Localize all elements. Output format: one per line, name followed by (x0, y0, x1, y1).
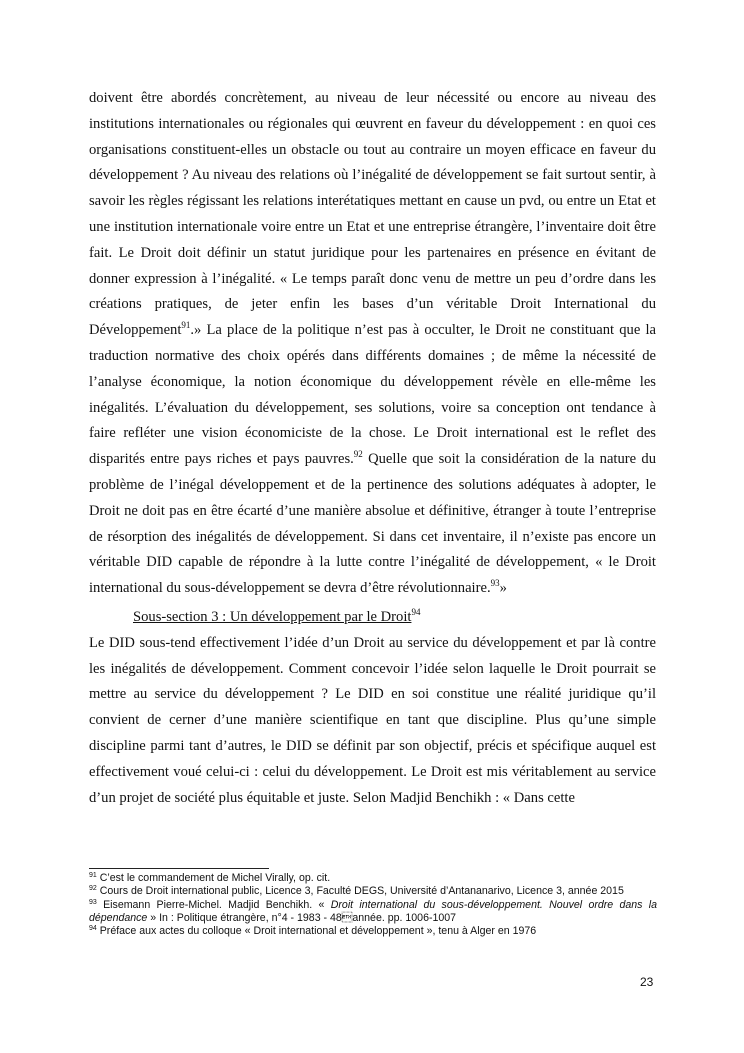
paragraph-1-text-c: Quelle que soit la considération de la nature du problème de l’inégal développement et de la pertinence des solutions adéquates à adopter, le Droit ne doit pas en être écarté d’une manière absolue et définitive, étranger à toute l’entreprise de résorption des inégalités de développement. Si dans cet inventaire, il n’existe pas encore un véritable DID capable de répondre à la lutte contre l’inégalité de développement, « le Droit international du sous-développement se devra d’être révolutionnaire. (89, 451, 656, 597)
footnote-number: 93 (89, 898, 97, 906)
footnote-ref-93[interactable]: 93 (490, 578, 500, 589)
footnote-ref-92[interactable]: 92 (353, 449, 363, 460)
footnote-number: 91 (89, 872, 97, 879)
body-text (89, 86, 656, 811)
section-heading (89, 605, 656, 631)
footnote-ref-94[interactable]: 94 (411, 606, 421, 617)
footnote-93 (89, 899, 657, 926)
footnotes (89, 868, 657, 938)
footnote-number: 92 (89, 885, 97, 893)
footnote-text: Cours de Droit international public, Licence 3, Faculté DEGS, Université d’Antananarivo, Licence 3, année 2015 (96, 885, 624, 898)
footnote-text: Préface aux actes du colloque « Droit international et développement », tenu à Alger en 1976 (96, 925, 537, 938)
footnote-text-post: » In : Politique étrangère, n°4 - 1983 - 48année. pp. 1006-1007 (147, 911, 457, 924)
footnote-92 (89, 885, 657, 898)
footnote-94 (89, 925, 657, 938)
paragraph-2: Le DID sous-tend effectivement l’idée d’un Droit au service du développement et par là contre les inégalités de développement. Comment concevoir l’idée selon laquelle le Droit pourrait se mettre au service du développement ? Le DID en soi constitue une réalité juridique qu’il convient de cerner d’une manière scientifique en tant que discipline. Plus qu’une simple discipline parmi tant d’autres, le DID se définit par son objectif, précis et spécifique auquel est effectivement voué celui-ci : celui du développement. Le Droit est mis véritablement au service d’un projet de société plus équitable et juste. Selon Madjid Benchikh : « Dans cette (89, 634, 656, 806)
footnote-91 (89, 872, 657, 885)
footnote-text: C’est le commandement de Michel Virally, op. cit. (96, 872, 331, 884)
paragraph-1-text-d: » (499, 580, 507, 597)
paragraph-1 (89, 86, 656, 602)
footnote-separator (89, 868, 269, 869)
paragraph-1-text-b: .» La place de la politique n’est pas à occulter, le Droit ne constituant que la traduction normative des choix opérés dans différents domaines ; de même la nécessité de l’analyse économique, la notion économique du développement révèle en elle-même les inégalités. L’évaluation du développement, ses solutions, voire sa conception ont tendance à faire refléter une vision économiciste de la chose. Le Droit international est le reflet des disparités entre pays riches et pays pauvres. (89, 322, 656, 468)
footnote-text-pre: Eisemann Pierre-Michel. Madjid Benchikh. « (96, 898, 331, 911)
paragraph-1-text-a: doivent être abordés concrètement, au niveau de leur nécessité ou encore au niveau des institutions internationales ou régionales qui œuvrent en faveur du développement : en quoi ces organisations constituent-elles un obstacle ou tout au contraire un moyen efficace en faveur du développement ? Au niveau des relations où l’inégalité de développement se fait surtout sentir, à savoir les règles régissant les relations interétatiques mettant en cause un pvd, ou entre un Etat et une institution internationale voire entre un Etat et une entreprise étrangère, l’inventaire doit être fait. Le Droit doit définir un statut juridique pour les partenaires en présence en évitant de donner expression à l’inégalité. « Le temps paraît donc venu de mettre un peu d’ordre dans les créations pratiques, de jeter enfin les bases d’un véritable Droit International du Développement (89, 90, 656, 339)
page-number: 23 (640, 975, 654, 989)
footnote-title-italic: Droit international du sous-développement. Nouvel ordre dans la dépendance (89, 898, 658, 924)
footnote-ref-91[interactable]: 91 (181, 320, 191, 331)
footnote-number: 94 (89, 925, 97, 933)
section-heading-text: Sous-section 3 : Un développement par le Droit (133, 608, 412, 625)
